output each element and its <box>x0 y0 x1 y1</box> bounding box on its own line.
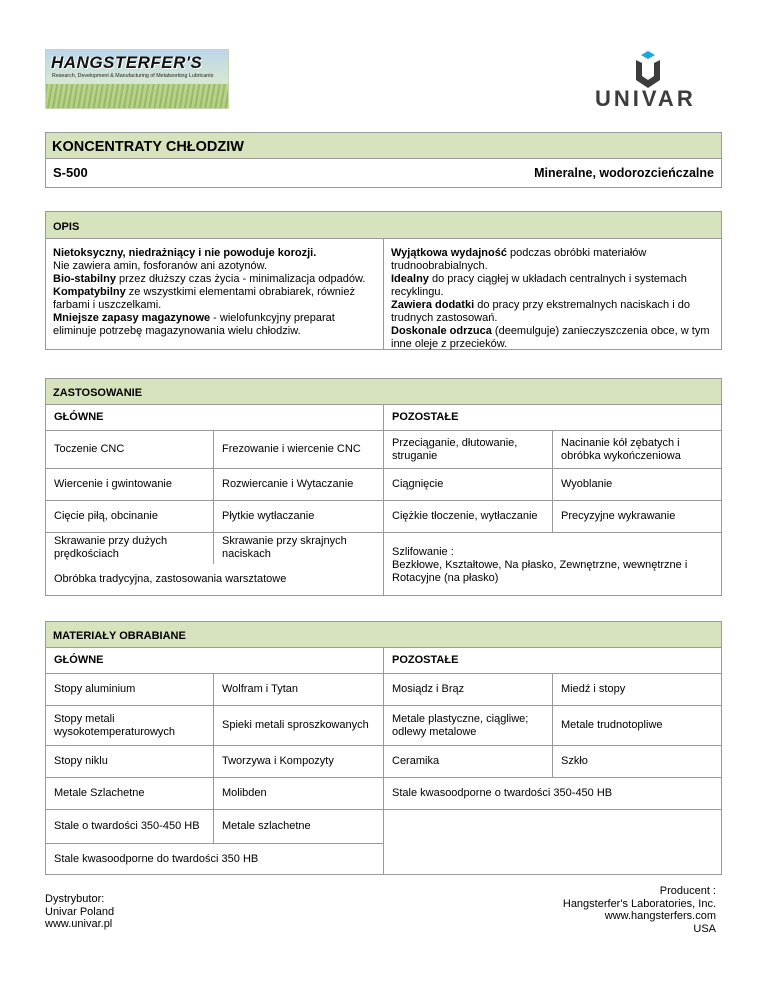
table-cell: Molibden <box>214 778 384 810</box>
table-cell: Ciągnięcie <box>384 469 553 501</box>
table-cell: Skrawanie przy skrajnych naciskach <box>214 533 384 564</box>
table-cell: Płytkie wytłaczanie <box>214 501 384 533</box>
materialy-col-other: POZOSTAŁE <box>384 648 721 674</box>
table-cell: Precyzyjne wykrawanie <box>553 501 721 533</box>
opis-left-column <box>46 239 384 349</box>
table-cell: Ciężkie tłoczenie, wytłaczanie <box>384 501 553 533</box>
table-cell: Frezowanie i wiercenie CNC <box>214 431 384 469</box>
materialy-col-main: GŁÓWNE <box>46 648 384 674</box>
table-cell: Stopy metali wysokotemperaturowych <box>46 706 214 746</box>
table-cell: Metale trudnotopliwe <box>553 706 721 746</box>
table-cell: Nacinanie kół zębatych i obróbka wykończeniowa <box>553 431 721 469</box>
table-cell: Ceramika <box>384 746 553 778</box>
materialy-section <box>45 621 722 875</box>
table-cell: Stale kwasoodporne do twardości 350 HB <box>46 844 384 874</box>
opis-right-line-3: Zawiera dodatki do pracy przy ekstremalnych naciskach i do trudnych zastosowań. <box>391 299 690 324</box>
opis-right-line-4: Doskonale odrzuca (deemulguje) zanieczyszczenia obce, w tym inne oleje z przecieków. <box>391 325 710 350</box>
table-cell: Wiercenie i gwintowanie <box>46 469 214 501</box>
univar-logo-wordmark: UNIVAR <box>595 86 696 111</box>
grinding-cell <box>384 533 721 595</box>
zastosowanie-col-other: POZOSTAŁE <box>384 405 721 431</box>
footer-producer-url[interactable]: www.hangsterfers.com <box>604 910 716 922</box>
footer-producer <box>563 885 716 935</box>
table-cell: Mosiądz i Brąz <box>384 674 553 706</box>
table-cell: Stopy niklu <box>46 746 214 778</box>
table-cell: Tworzywa i Kompozyty <box>214 746 384 778</box>
table-cell: Spieki metali sproszkowanych <box>214 706 384 746</box>
empty-cell <box>384 810 721 874</box>
footer-distributor <box>45 893 114 931</box>
zastosowanie-header: ZASTOSOWANIE <box>46 379 721 405</box>
product-subtitle: Mineralne, wodorozcieńczalne <box>534 166 714 180</box>
opis-right-line-1: Wyjątkowa wydajność podczas obróbki materiałów trudnoobrabialnych. <box>391 247 647 272</box>
opis-right-line-2: Idealny do pracy ciągłej w układach centralnych i systemach recyklingu. <box>391 273 687 298</box>
table-cell: Szkło <box>553 746 721 778</box>
footer-distributor-name: Univar Poland <box>45 905 115 918</box>
footer-producer-label: Producent : <box>659 885 716 897</box>
footer-producer-name: Hangsterfer's Laboratories, Inc. <box>562 897 716 910</box>
univar-hexagon-icon <box>624 49 672 91</box>
footer-producer-country: USA <box>693 922 716 935</box>
zastosowanie-col-main: GŁÓWNE <box>46 405 384 431</box>
table-cell: Obróbka tradycyjna, zastosowania warsztatowe <box>46 564 384 595</box>
opis-left-line-1: Nietoksyczny, niedrażniący i nie powoduje korozji. <box>53 247 317 259</box>
grinding-detail: Bezkłowe, Kształtowe, Na płasko, Zewnętrzne, wewnętrzne i Rotacyjne (na płasko) <box>392 559 688 584</box>
opis-right-column <box>384 239 721 349</box>
grinding-label: Szlifowanie : <box>392 546 454 558</box>
table-cell: Przeciąganie, dłutowanie, struganie <box>384 431 553 469</box>
table-cell: Skrawanie przy dużych prędkościach <box>46 533 214 564</box>
opis-left-line-5: Mniejsze zapasy magazynowe - wielofunkcyjny preparat eliminuje potrzebę magazynowania wielu chłodziw. <box>53 312 335 337</box>
table-cell: Miedź i stopy <box>553 674 721 706</box>
opis-section <box>45 211 722 350</box>
table-cell: Stopy aluminium <box>46 674 214 706</box>
table-cell: Toczenie CNC <box>46 431 214 469</box>
footer-distributor-label: Dystrybutor: <box>45 893 105 905</box>
hangsterfers-logo-name: HANGSTERFER'S <box>51 53 203 72</box>
table-cell: Metale plastyczne, ciągliwe; odlewy metalowe <box>384 706 553 746</box>
table-cell: Stale kwasoodporne o twardości 350-450 HB <box>384 778 721 810</box>
opis-left-line-4: Kompatybilny ze wszystkimi elementami obrabiarek, również farbami i uszczelkami. <box>53 286 355 311</box>
table-cell: Cięcie piłą, obcinanie <box>46 501 214 533</box>
footer-distributor-url[interactable]: www.univar.pl <box>45 918 113 930</box>
title-box <box>45 132 722 188</box>
page-title: KONCENTRATY CHŁODZIW <box>46 133 721 159</box>
table-cell: Rozwiercanie i Wytaczanie <box>214 469 384 501</box>
table-cell: Metale Szlachetne <box>46 778 214 810</box>
table-cell: Metale szlachetne <box>214 810 384 844</box>
opis-header: OPIS <box>46 212 721 239</box>
opis-left-line-2: Nie zawiera amin, fosforanów ani azotynów. <box>53 260 267 272</box>
materialy-header: MATERIAŁY OBRABIANE <box>46 622 721 648</box>
product-row <box>46 159 721 187</box>
logo-grass-graphic <box>46 84 228 108</box>
zastosowanie-section <box>45 378 722 596</box>
table-cell: Wolfram i Tytan <box>214 674 384 706</box>
table-cell: Wyoblanie <box>553 469 721 501</box>
product-code: S-500 <box>53 165 88 180</box>
table-cell: Stale o twardości 350-450 HB <box>46 810 214 844</box>
hangsterfers-logo-tagline: Research, Development & Manufacturing of Metalworking Lubricants <box>52 73 214 79</box>
opis-left-line-3: Bio-stabilny przez dłuższy czas życia - minimalizacja odpadów. <box>53 273 366 285</box>
hangsterfers-logo <box>45 49 229 109</box>
